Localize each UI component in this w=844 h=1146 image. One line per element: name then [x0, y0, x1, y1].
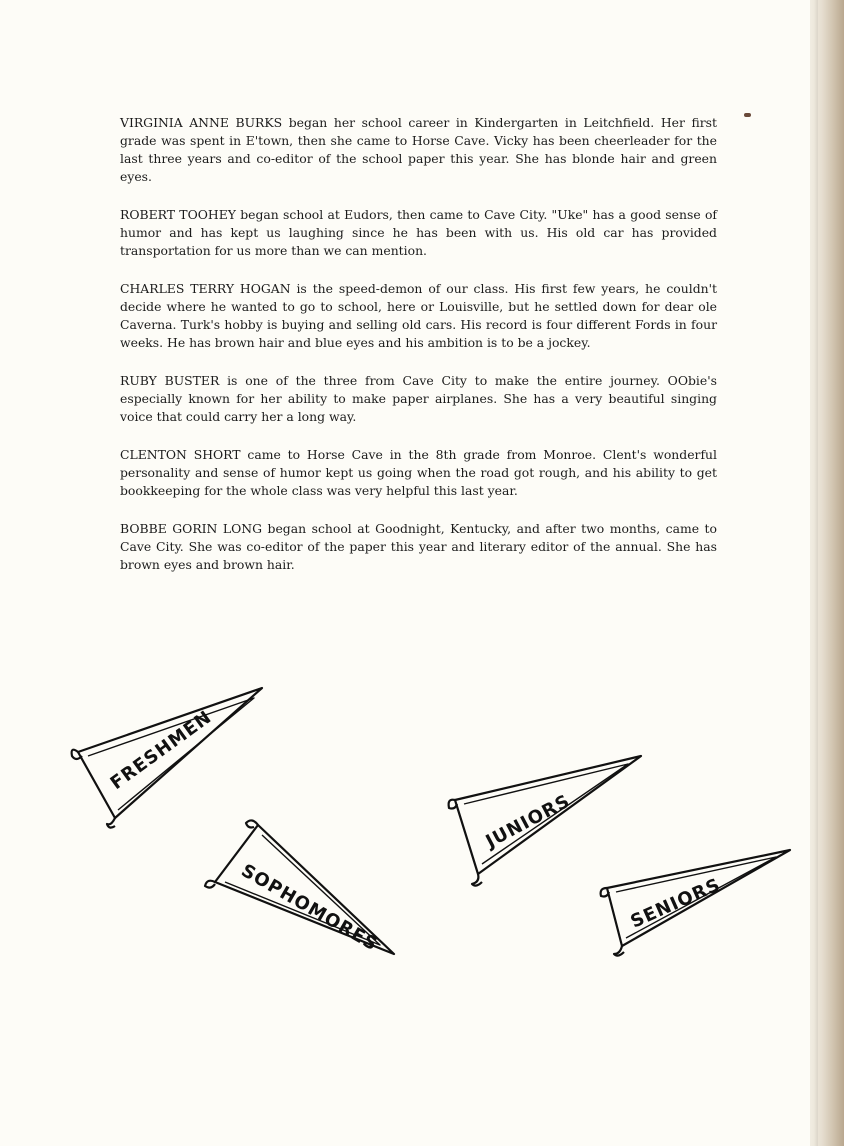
- bio-clenton-short: CLENTON SHORT came to Horse Cave in the 8th grade from Monroe. Clent's wonderful personality and sense of humor kept us going when the road got rough, and his ability to get bookkeeping for the whole class was very helpful this last year.: [120, 447, 717, 498]
- bio-bobbe-gorin-long: BOBBE GORIN LONG began school at Goodnight, Kentucky, and after two months, came to Cave City. She was co-editor of the paper this year and literary editor of the annual. She has brown eyes and brown hair.: [120, 521, 717, 572]
- freshmen-label: FRESHMEN: [106, 706, 216, 795]
- bio-virginia-anne-burks: VIRGINIA ANNE BURKS began her school career in Kindergarten in Leitchfield. Her first grade was spent in E'town, then she came to Horse Cave. Vicky has been cheerleader for the last three years and co-editor of the school paper this year. She has blonde hair and green eyes.: [120, 115, 717, 184]
- class-biographies: [120, 114, 717, 594]
- juniors-label: JUNIORS: [482, 790, 574, 853]
- seniors-pennant: [601, 850, 790, 956]
- bio-ruby-buster: RUBY BUSTER is one of the three from Cave City to make the entire journey. OObie's especially known for her ability to make paper airplanes. She has a very beautiful singing voice that could carry her a long way.: [120, 373, 717, 424]
- sophomores-label: SOPHOMORES: [237, 860, 382, 956]
- bio-robert-toohey: ROBERT TOOHEY began school at Eudors, then came to Cave City. "Uke" has a good sense of humor and has kept us laughing since he has been with us. His old car has provided transportation for us more than we can mention.: [120, 207, 717, 258]
- bio-charles-terry-hogan: CHARLES TERRY HOGAN is the speed-demon of our class. His first few years, he couldn't decide where he wanted to go to school, here or Louisville, but he settled down for dear ole Caverna. Turk's hobby is buying and selling old cars. His record is four different Fords in four weeks. He has brown hair and blue eyes and his ambition is to be a jockey.: [120, 281, 717, 350]
- freshmen-pennant: [72, 688, 262, 828]
- stray-ink-mark: [744, 113, 751, 117]
- sophomores-pennant: [205, 820, 394, 955]
- pennant-illustrations: [0, 660, 844, 980]
- juniors-pennant: [449, 756, 641, 886]
- seniors-label: SENIORS: [627, 874, 724, 933]
